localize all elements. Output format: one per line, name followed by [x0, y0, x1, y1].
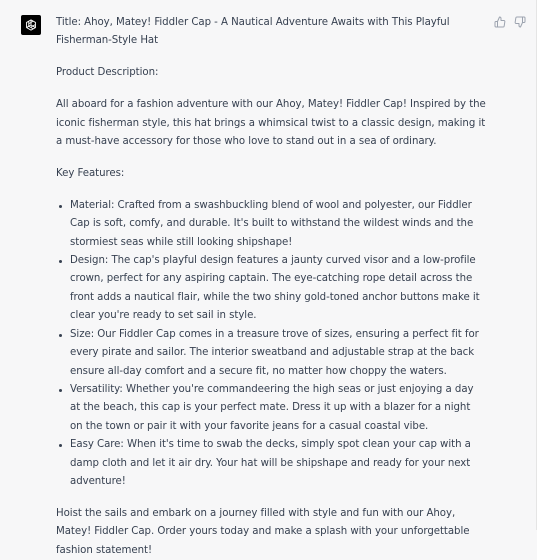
list-item: Easy Care: When it's time to swab the decks, simply spot clean your cap with a damp cloth and let it air dry. Your hat will be shipshape and ready for your next adventure!	[56, 436, 486, 491]
thumbs-up-button[interactable]	[494, 16, 506, 28]
list-item: Design: The cap's playful design features a jaunty curved visor and a low-profile crown, perfect for any aspiring captain. The eye-catching rope detail across the front adds a nautical flair, while the two shiny gold-toned anchor buttons make it clear you're ready to set sail in style.	[56, 252, 486, 326]
features-list	[56, 197, 486, 492]
thumbs-up-icon	[494, 16, 506, 28]
thumbs-down-icon	[514, 16, 526, 28]
openai-logo-icon	[24, 18, 38, 32]
product-title: Title: Ahoy, Matey! Fiddler Cap - A Nautical Adventure Awaits with This Playful Fisherman-Style Hat	[56, 17, 450, 47]
list-item: Versatility: Whether you're commandeering the high seas or just enjoying a day at the beach, this cap is your perfect mate. Dress it up with a blazer for a night on the town or pair it with your favorite jeans for a casual coastal vibe.	[56, 381, 486, 436]
thumbs-down-button[interactable]	[514, 16, 526, 28]
list-item: Size: Our Fiddler Cap comes in a treasure trove of sizes, ensuring a perfect fit for every pirate and sailor. The interior sweatband and adjustable strap at the back ensure all-day comfort and a secure fit, no matter how choppy the waters.	[56, 326, 486, 381]
closing-paragraph: Hoist the sails and embark on a journey filled with style and fun with our Ahoy, Matey! Fiddler Cap. Order yours today and make a splash with your unforgettable fashion statement!	[56, 507, 470, 556]
description-heading: Product Description:	[56, 67, 159, 79]
intro-paragraph: All aboard for a fashion adventure with our Ahoy, Matey! Fiddler Cap! Inspired by the iconic fisherman style, this hat brings a whimsical twist to a classic design, making it a must-have accessory for those who love to stand out in a sea of ordinary.	[56, 99, 486, 148]
list-item: Material: Crafted from a swashbuckling blend of wool and polyester, our Fiddler Cap is soft, comfy, and durable. It's built to withstand the wildest winds and the stormiest seas while still looking shipshape!	[56, 197, 486, 252]
message-body	[56, 14, 486, 560]
feedback-buttons	[494, 16, 526, 28]
features-heading: Key Features:	[56, 167, 125, 179]
assistant-avatar	[21, 15, 41, 35]
